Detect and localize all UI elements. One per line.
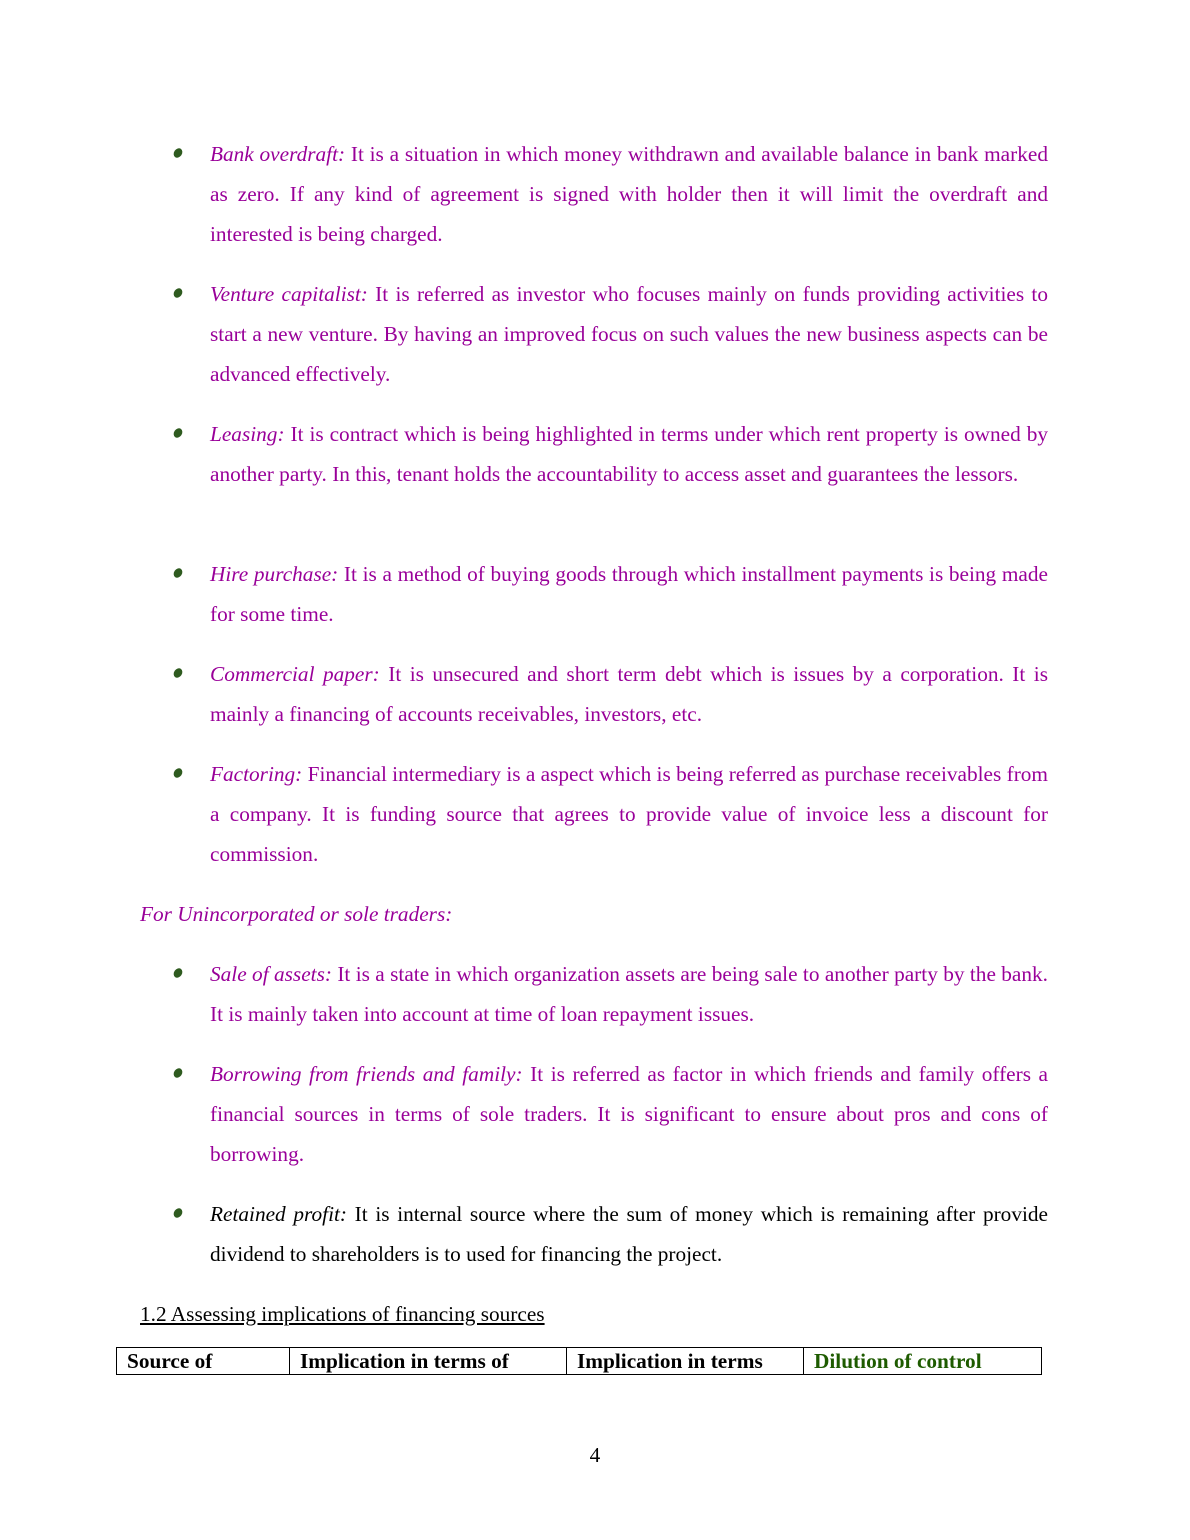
bullet-icon <box>172 287 184 300</box>
table-header-cell: Implication in terms <box>567 1348 804 1374</box>
list-item <box>210 654 1048 734</box>
bullet-icon <box>172 767 184 780</box>
table-header-cell: Implication in terms of <box>290 1348 567 1374</box>
list-item-text: It is contract which is being highlighted in terms under which rent property is owned by another party. In this, tenant holds the accountability to access asset and guarantees the lessors. <box>210 422 1048 486</box>
table-header-row <box>116 1347 1042 1375</box>
list-item-text: It is unsecured and short term debt which is issues by a corporation. It is mainly a financing of accounts receivables, investors, etc. <box>210 662 1048 726</box>
section-heading: 1.2 Assessing implications of financing sources <box>140 1302 545 1326</box>
bullet-icon <box>172 567 184 580</box>
list-item-term: Venture capitalist: <box>210 282 368 306</box>
bullet-icon <box>172 1207 184 1220</box>
list-item-term: Borrowing from friends and family: <box>210 1062 523 1086</box>
list-item <box>210 754 1048 874</box>
page-number: 4 <box>589 1443 601 1467</box>
list-item-term: Retained profit: <box>210 1202 347 1226</box>
list-item <box>210 554 1048 634</box>
list-item-text: It is referred as factor in which friends and family offers a financial sources in terms of sole traders. It is significant to ensure about pros and cons of borrowing. <box>210 1062 1048 1166</box>
bullet-icon <box>172 667 184 680</box>
list-item-text: It is referred as investor who focuses mainly on funds providing activities to start a new venture. By having an improved focus on such values the new business aspects can be advanced effectively. <box>210 282 1049 386</box>
list-item <box>210 954 1048 1034</box>
bullet-icon <box>172 427 184 440</box>
list-item <box>210 134 1048 254</box>
list-item <box>210 274 1048 394</box>
list-item-text: It is a state in which organization assets are being sale to another party by the bank. It is mainly taken into account at time of loan repayment issues. <box>210 962 1048 1026</box>
bullet-icon <box>172 147 184 160</box>
list-item <box>210 1194 1048 1274</box>
list-item-term: Bank overdraft: <box>210 142 346 166</box>
bullet-icon <box>172 1067 184 1080</box>
list-item-term: Leasing: <box>210 422 285 446</box>
list-item-text: It is a method of buying goods through which installment payments is being made for some time. <box>210 562 1048 626</box>
list-item <box>210 414 1048 494</box>
subheading: For Unincorporated or sole traders: <box>140 902 453 926</box>
bullet-icon <box>172 967 184 980</box>
table-header-cell: Dilution of control <box>814 1349 982 1373</box>
list-item-term: Factoring: <box>210 762 303 786</box>
list-item-text: It is a situation in which money withdrawn and available balance in bank marked as zero. If any kind of agreement is signed with holder then it will limit the overdraft and interested is being charged. <box>210 142 1048 246</box>
table-header-cell: Source of <box>117 1348 290 1374</box>
list-item <box>210 1054 1048 1174</box>
list-item-term: Sale of assets: <box>210 962 332 986</box>
list-item-text: Financial intermediary is a aspect which is being referred as purchase receivables from a company. It is funding source that agrees to provide value of invoice less a discount for commission. <box>210 762 1048 866</box>
list-item-term: Commercial paper: <box>210 662 380 686</box>
list-item-text: It is internal source where the sum of money which is remaining after provide dividend to shareholders is to used for financing the project. <box>210 1202 1048 1266</box>
list-item-term: Hire purchase: <box>210 562 339 586</box>
